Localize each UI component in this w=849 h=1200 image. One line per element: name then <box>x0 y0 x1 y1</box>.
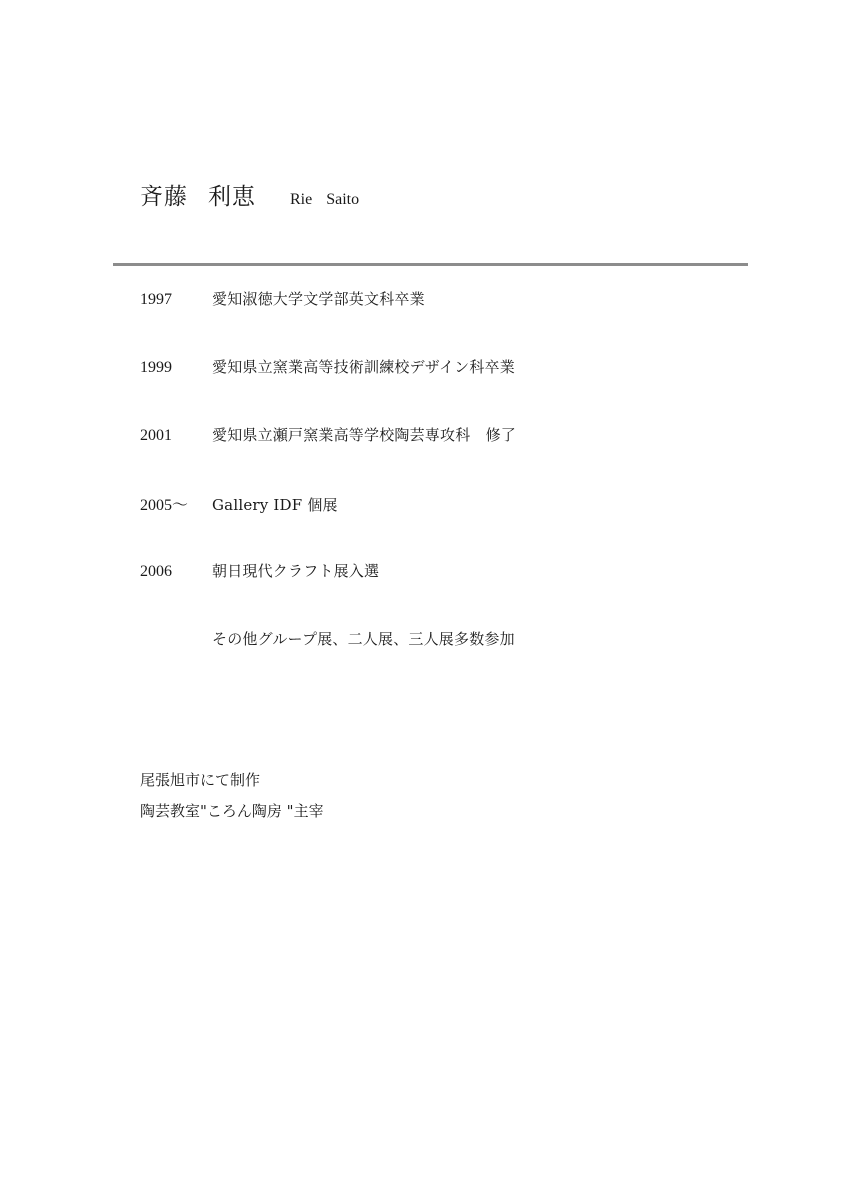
history-year: 1999 <box>140 359 172 376</box>
given-name-jp: 利恵 <box>208 184 256 210</box>
history-text: 愛知県立瀬戸窯業高等学校陶芸専攻科 修了 <box>212 426 517 444</box>
history-entry <box>140 492 516 560</box>
history-year: 1997 <box>140 291 172 308</box>
activity-notes <box>140 765 324 827</box>
history-entry <box>140 560 516 628</box>
history-year: 2005〜 <box>140 497 189 514</box>
workplace-note: 尾張旭市にて制作 <box>140 771 261 789</box>
divider-line <box>113 263 748 266</box>
artist-name-japanese <box>140 178 256 211</box>
history-text: Gallery IDF 個展 <box>212 496 338 514</box>
artist-name-english <box>290 191 359 209</box>
history-text: 朝日現代クラフト展入選 <box>212 562 380 580</box>
studio-note: 陶芸教室"ころん陶房 "主宰 <box>140 802 324 820</box>
history-text: 愛知淑徳大学文学部英文科卒業 <box>212 290 425 308</box>
history-entry <box>140 288 516 356</box>
artist-name <box>140 178 359 211</box>
surname-en: Saito <box>326 191 360 208</box>
history-year: 2006 <box>140 563 172 580</box>
history-entry <box>140 356 516 424</box>
surname-jp: 斉藤 <box>140 184 188 210</box>
history-year: 2001 <box>140 427 172 444</box>
history-text: 愛知県立窯業高等技術訓練校デザイン科卒業 <box>212 358 515 376</box>
history-entry <box>140 424 516 492</box>
history-entry <box>140 628 516 696</box>
given-name-en: Rie <box>290 191 313 208</box>
career-history-list <box>140 288 516 696</box>
history-text: その他グループ展、二人展、三人展多数参加 <box>212 630 515 648</box>
